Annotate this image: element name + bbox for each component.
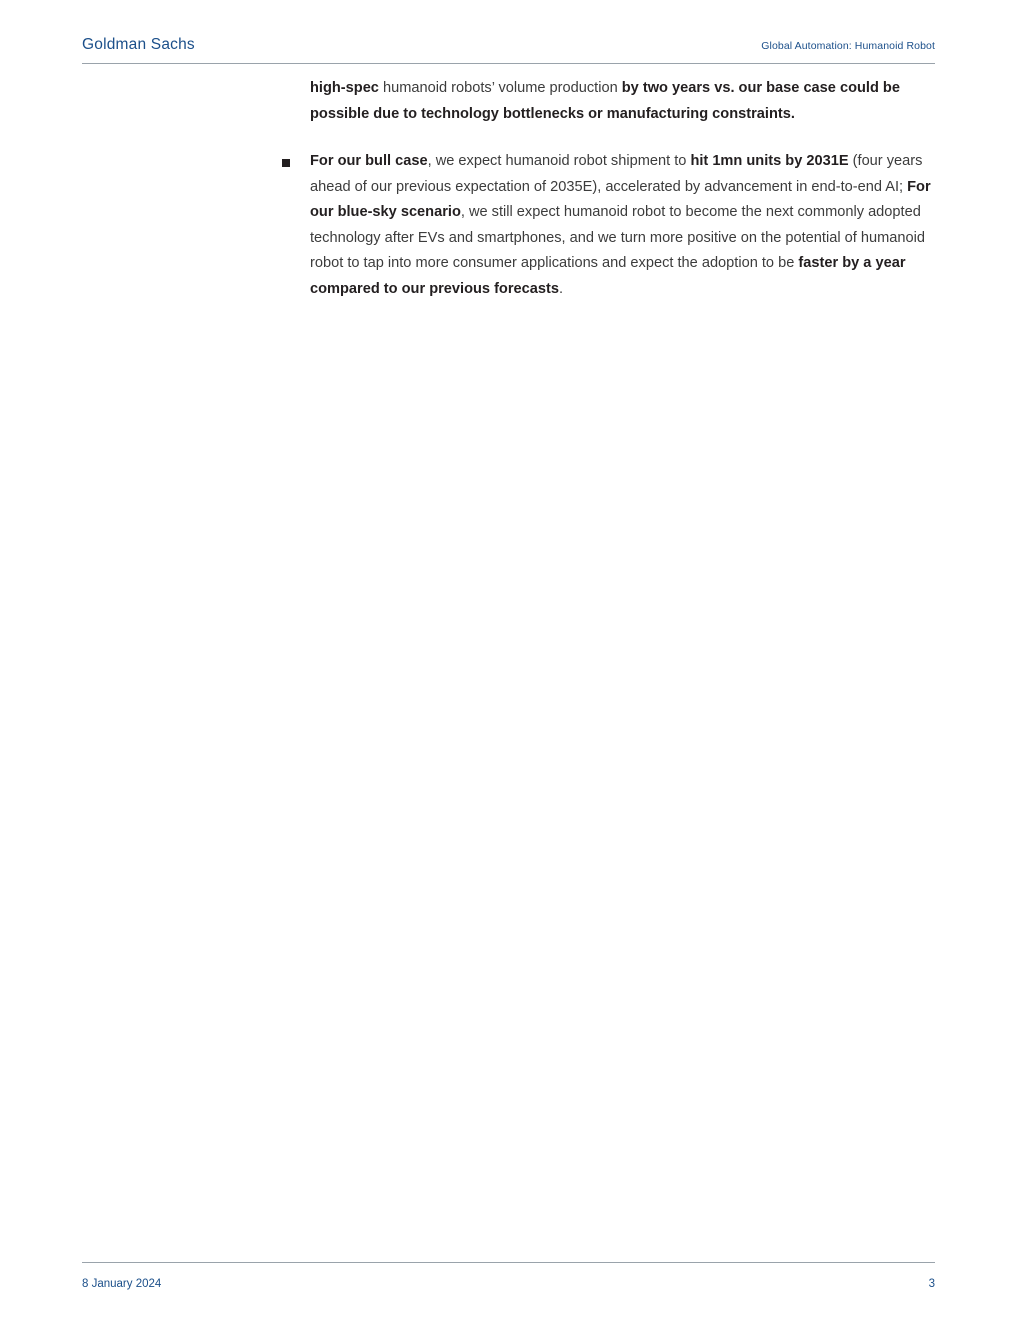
publication-date: 8 January 2024	[82, 1278, 162, 1290]
page-content	[82, 76, 935, 302]
bullet-bold-3: For our blue-sky scenario	[310, 178, 931, 220]
bullet-bold-1: For our bull case	[310, 153, 428, 169]
continued-paragraph-text: humanoid robots’ volume production	[378, 80, 622, 96]
page-number: 3	[928, 1278, 935, 1290]
bullet-text-2: (four years ahead of our previous expectation of 2035E), accelerated by advancement in end-to-end AI;	[310, 153, 923, 195]
bullet-text-4: .	[558, 280, 564, 297]
page-header	[82, 36, 935, 54]
bullet-text-1: , we expect humanoid robot shipment to	[427, 153, 691, 169]
report-title: Global Automation: Humanoid Robot	[761, 40, 935, 52]
continued-paragraph	[310, 76, 935, 127]
list-item	[282, 149, 935, 302]
goldman-sachs-logo: Goldman Sachs	[82, 36, 195, 53]
list-item-text	[310, 149, 935, 302]
bullet-bold-2: hit 1mn units by 2031E	[690, 153, 849, 169]
bullet-square-icon	[282, 149, 310, 302]
continued-paragraph-bold-lead: high-spec	[310, 80, 379, 96]
continued-paragraph-bold-tail: by two years vs. our base case could be possible due to technology bottlenecks or manufacturing constraints.	[310, 80, 900, 122]
header-divider	[82, 63, 935, 64]
page-footer	[82, 1278, 935, 1290]
bullet-bold-4: faster by a year compared to our previous forecasts	[310, 255, 906, 297]
footer-divider	[82, 1262, 935, 1263]
bullet-text-3: , we still expect humanoid robot to become the next commonly adopted technology after EVs and smartphones, and we turn more positive on the potential of humanoid robot to tap into more consumer applications and expect the adoption to be	[310, 204, 925, 271]
